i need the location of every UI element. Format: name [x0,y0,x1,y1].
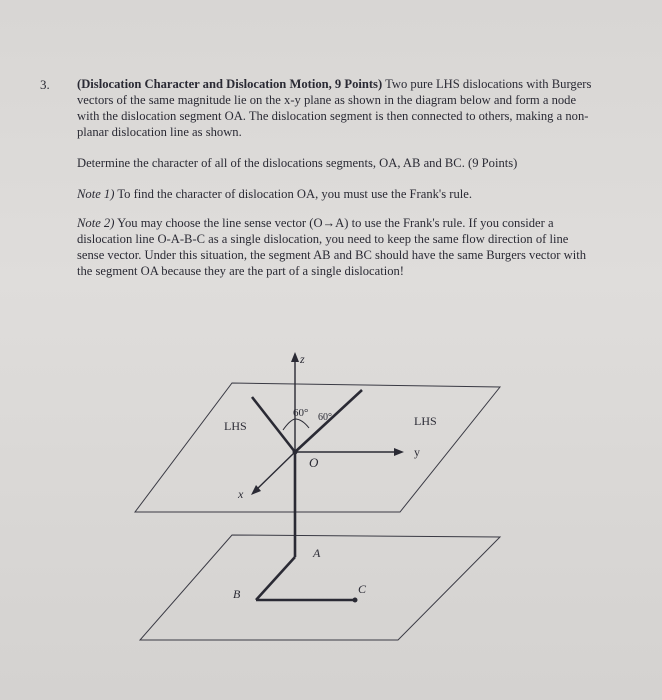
label-a: A [313,546,321,560]
label-lhs-left: LHS [224,419,247,433]
label-angle-left: 60° [293,407,309,419]
question-number: 3. [40,77,50,92]
segment-ab [256,557,295,600]
note-2-label: Note 2) [77,216,115,230]
upper-plane [135,383,500,512]
note-1-text: To find the character of dislocation OA, you must use the Frank's rule. [114,187,472,201]
y-arrowhead [394,448,404,456]
label-z: z [300,352,305,366]
label-c: C [358,582,367,596]
label-o: O [309,455,319,470]
note-2-text: You may choose the line sense vector (O→A) to use the Frank's rule. If you consider a dislocation line O-A-B-C as a single dislocation, you need to keep the same flow direction of line sense vector. Under this situation, the segment AB and BC should have the same Burgers vector with the segment OA because they are the part of a single dislocation! [77,216,587,278]
angle-arc-right [295,419,309,428]
note-1-label: Note 1) [77,187,115,201]
z-arrowhead [291,352,299,362]
label-lhs-right: LHS [414,414,437,428]
label-y: y [414,445,420,459]
angle-arc-left [283,419,295,430]
label-x: x [238,487,244,501]
question-task: Determine the character of all of the dislocations segments, OA, AB and BC. (9 Points) [77,156,518,170]
question-title: (Dislocation Character and Dislocation Motion, 9 Points) [77,77,383,91]
label-b: B [233,587,241,601]
node-c-dot [353,598,358,603]
label-angle-right: 60° [318,412,332,423]
lhs-left-line [252,397,295,452]
x-axis [254,452,295,492]
question-intro-text: Two pure LHS dislocations with Burgers vectors of the same magnitude lie on the x-y plane as shown in the diagram below and form a node with the dislocation segment OA. The dislocation segment is then connected to others, making a non-planar dislocation line as shown. [77,77,592,139]
